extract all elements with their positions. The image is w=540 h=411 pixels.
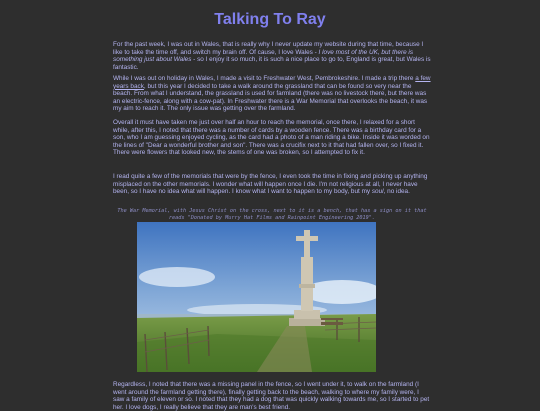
paragraph-memorial: Overall it must have taken me just over half an hour to reach the memorial, once there, I relaxed for a short while, after this, I noted that there was a number of cards by a wooden fence. There was a birthday card for a son, who I am guessing enjoyed cycling, as the card had a photo of a man riding a bike. Inside it was worded on the lines of "Dear a wonderful brother and son". There was a crucifix next to it that had fallen over, so I fixed it. There were flowers that looked new, the stems of one was broken, so I attempted to fix it. — [113, 119, 430, 157]
paragraph-text: For the past week, I was out in Wales, that is really why I never update my website during that time, because I like to take the time off, and switch my brain off. Of cause, I love Wales - — [113, 41, 424, 56]
war-memorial-photo — [137, 222, 376, 372]
paragraph-text: , but this year I decided to take a walk around the grassland that can be found so very near the beach. From what I understand, the grassland is used for farmland (there was no livestock there, but there was an electric-fence, along with a cow-pat). In Freshwater there is a War Memorial that overlooks the beach, it was my aim to reach it. The only issue was getting over the farmland. — [113, 82, 428, 113]
paragraph-text: , no idea. — [383, 188, 410, 196]
photo-caption: The War Memorial, with Jesus Christ on the cross, next to it is a bench, that has a sign on it that reads "Donated by Murry Hat Films and Rainpoint Engineering 2019". — [117, 208, 427, 221]
paragraph-emphasis: soul — [371, 188, 384, 196]
paragraph-text: I read quite a few of the memorials that were by the fence, I even took the time in fixing and picking up anything misplaced on the other memorials. I wonder what will happen once I die. I'm not religious at all, I never have been, so I have no idea what will happen. I know what I want to happen to my body, but my — [113, 173, 428, 196]
war-memorial-photo-image — [137, 222, 376, 372]
paragraph-regardless: Regardless, I noted that there was a missing panel in the fence, so I went under it, to walk on the farmland (I went around the farmland getting there), finally getting back to the beach, walking to where my family were, I saw a family of eleven or so. I noted that they had a dog that was quickly walking towards me, so I started to pet her. I love dogs, I really believe that they are man's best friend. — [113, 381, 430, 411]
few-years-back-link[interactable]: a few years back — [113, 75, 431, 90]
paragraph-reflection — [113, 173, 431, 196]
page-title: Talking To Ray — [214, 11, 326, 28]
paragraph-text: - so I enjoy it so much, it is such a nice place to go to, England is great, but Wales is fantastic. — [113, 56, 431, 71]
paragraph-text: While I was out on holiday in Wales, I made a visit to Freshwater West, Pembrokeshire. I made a trip there — [113, 75, 416, 82]
paragraph-emphasis: I love most of the UK, but there is something just about Wales — [113, 48, 414, 64]
paragraph-intro — [113, 41, 431, 71]
paragraph-holiday — [113, 75, 431, 113]
